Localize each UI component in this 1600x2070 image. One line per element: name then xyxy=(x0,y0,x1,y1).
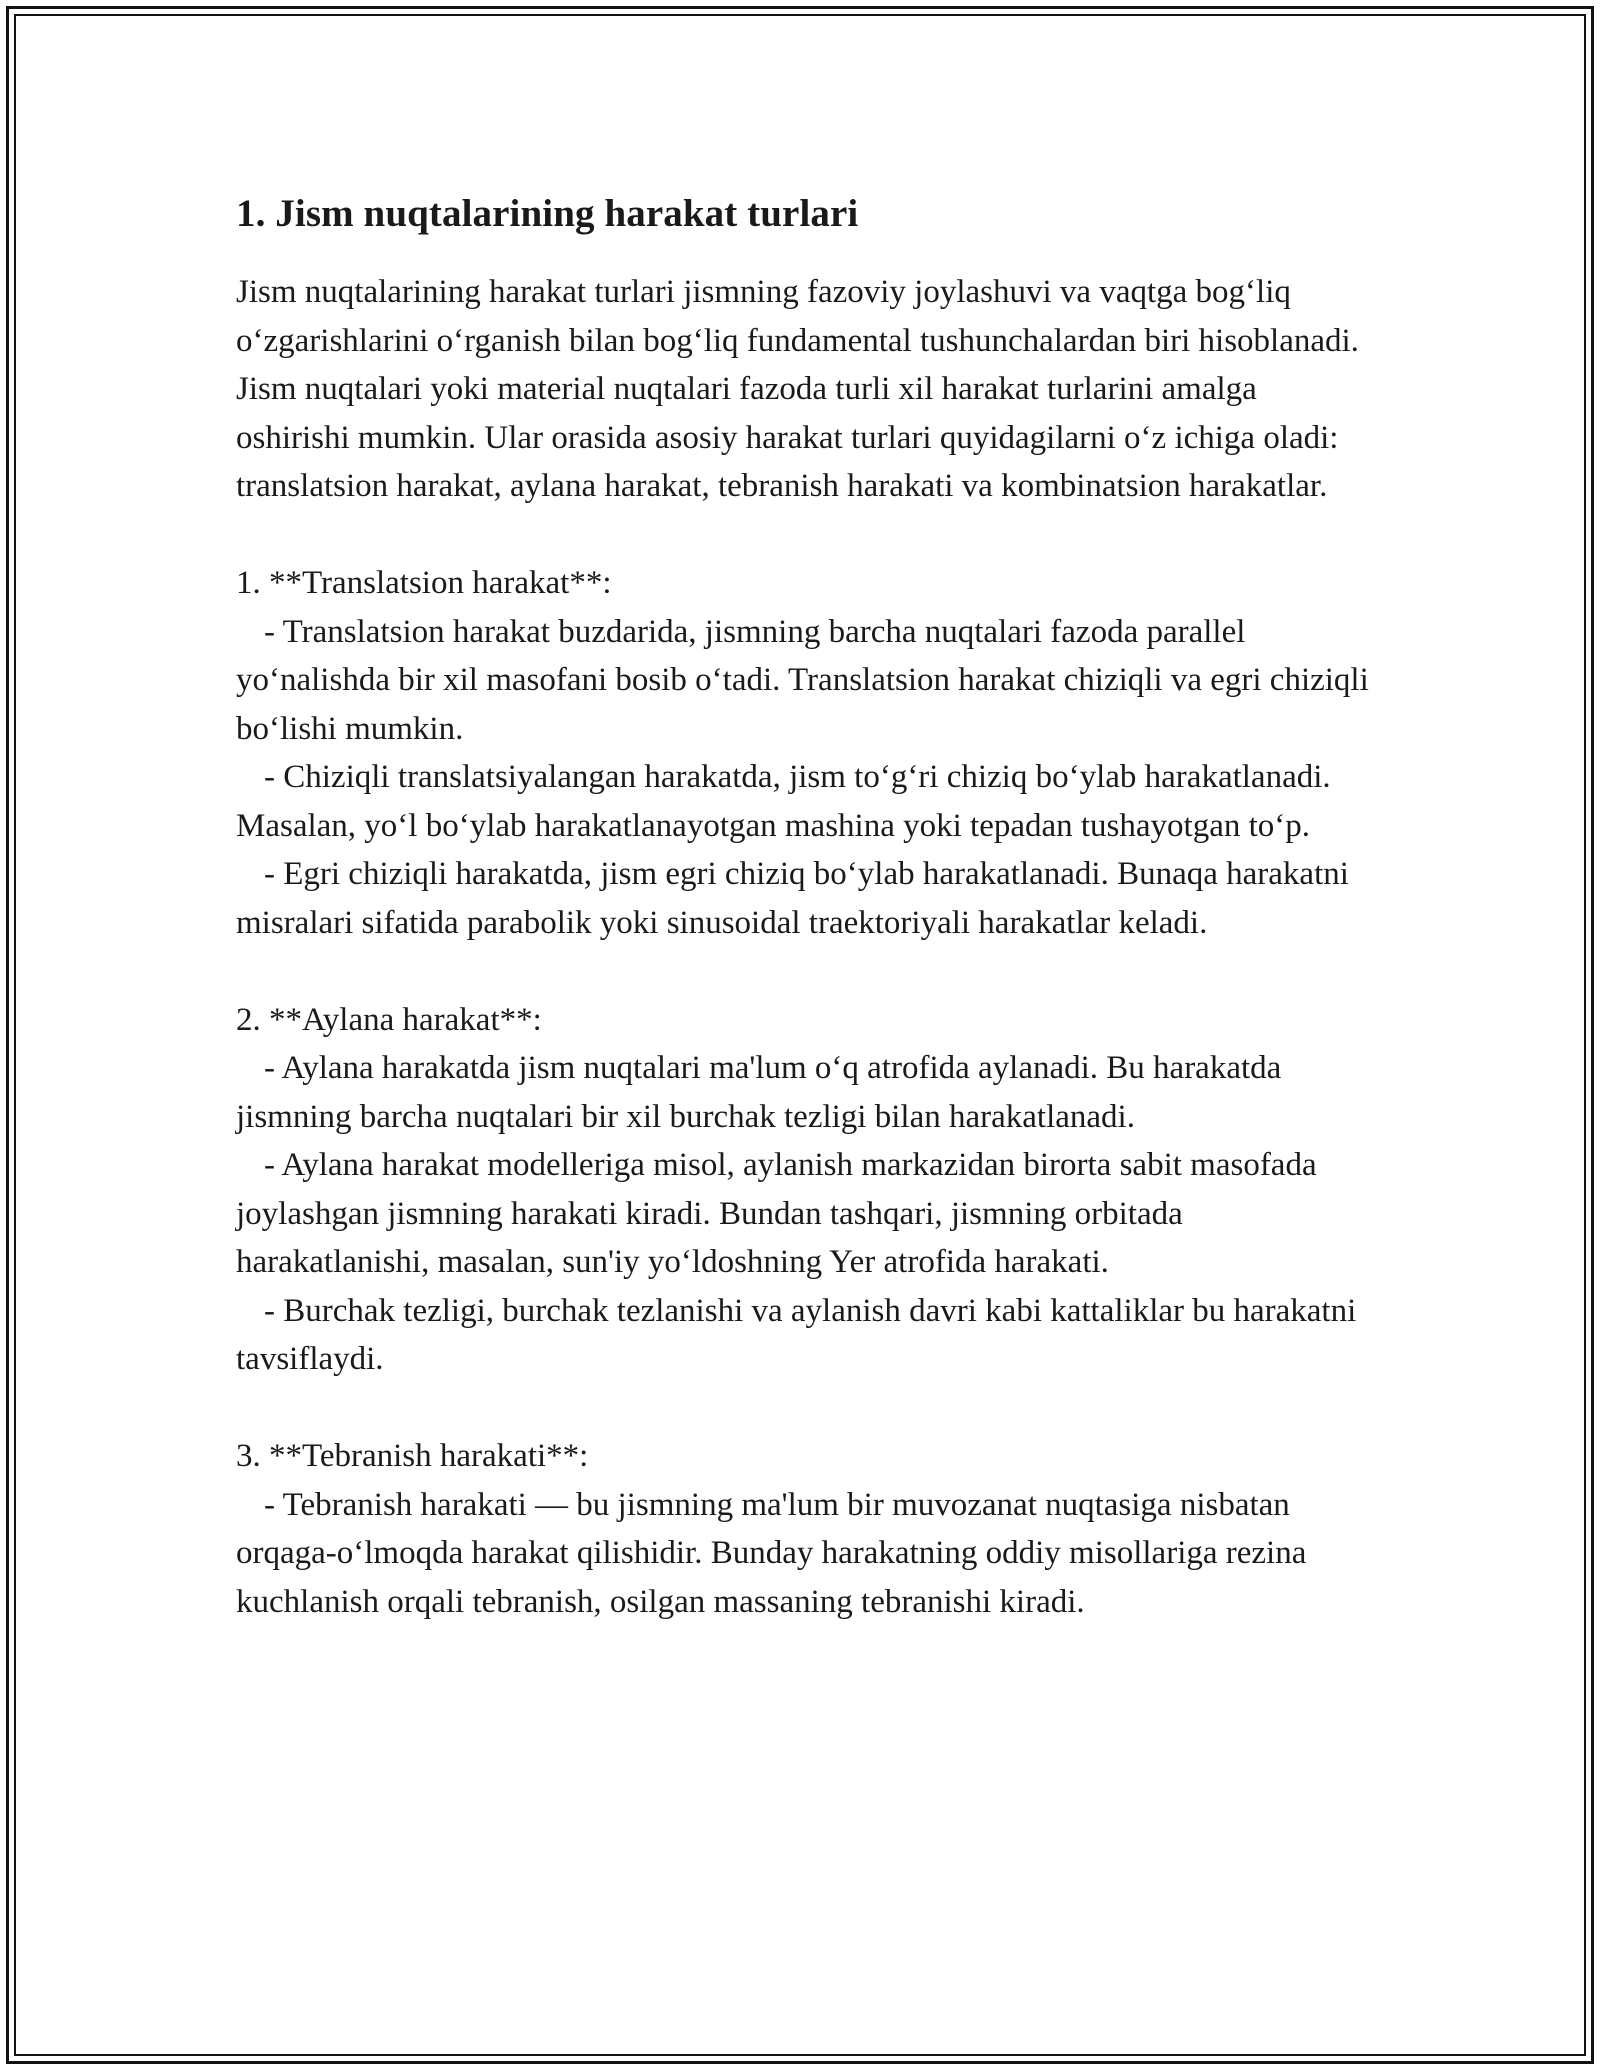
section-heading: 2. **Aylana harakat**: xyxy=(236,1001,542,1038)
section-tebranish xyxy=(236,1432,1376,1626)
document-page xyxy=(236,186,1376,1626)
intro-paragraph: Jism nuqtalarining harakat turlari jismning fazoviy joylashuvi va vaqtga bog‘liq o‘zgarishlarini o‘rganish bilan bog‘liq fundamental tushunchalardan biri hisoblanadi. Jism nuqtalari yoki material nuqtalari fazoda turli xil harakat turlarini amalga oshirishi mumkin. Ular orasida asosiy harakat turlari quyidagilarni o‘z ichiga oladi: translatsion harakat, aylana harakat, tebranish harakati va kombinatsion harakatlar. xyxy=(236,274,1359,504)
paragraph-gap xyxy=(236,947,1376,996)
section-item: - Chiziqli translatsiyalangan harakatda, jism to‘g‘ri chiziq bo‘ylab harakatlanadi. Masalan, yo‘l bo‘ylab harakatlanayotgan mashina yoki tepadan tushayotgan to‘p. xyxy=(236,759,1331,844)
section-heading: 1. **Translatsion harakat**: xyxy=(236,565,612,601)
section-item: - Tebranish harakati — bu jismning ma'lum bir muvozanat nuqtasiga nisbatan orqaga-o‘lmoqda harakat qilishidir. Bunday harakatning oddiy misollariga rezina kuchlanish orqali tebranish, osilgan massaning tebranishi kiradi. xyxy=(236,1486,1307,1620)
section-heading: 3. **Tebranish harakati**: xyxy=(236,1438,589,1474)
document-title: 1. Jism nuqtalarining harakat turlari xyxy=(236,192,859,235)
section-item: - Egri chiziqli harakatda, jism egri chiziq bo‘ylab harakatlanadi. Bunaqa harakatni misralari sifatida parabolik yoki sinusoidal traektoriyali harakatlar keladi. xyxy=(236,856,1349,941)
section-item: - Burchak tezligi, burchak tezlanishi va aylanish davri kabi kattaliklar bu harakatni tavsiflaydi. xyxy=(236,1292,1357,1377)
paragraph-gap xyxy=(236,511,1376,560)
section-item: - Aylana harakat modelleriga misol, aylanish markazidan birorta sabit masofada joylashgan jismning harakati kiradi. Bundan tashqari, jismning orbitada harakatlanishi, masalan, sun'iy yo‘ldoshning Yer atrofida harakati. xyxy=(236,1147,1317,1280)
section-aylana xyxy=(236,996,1376,1384)
section-translatsion xyxy=(236,559,1376,947)
section-item: - Translatsion harakat buzdarida, jismning barcha nuqtalari fazoda parallel yo‘nalishda bir xil masofani bosib o‘tadi. Translatsion harakat chiziqli va egri chiziqli bo‘lishi mumkin. xyxy=(236,613,1369,747)
section-item: - Aylana harakatda jism nuqtalari ma'lum o‘q atrofida aylanadi. Bu harakatda jismning barcha nuqtalari bir xil burchak tezligi bilan harakatlanadi. xyxy=(236,1050,1282,1135)
paragraph-gap xyxy=(236,1384,1376,1433)
